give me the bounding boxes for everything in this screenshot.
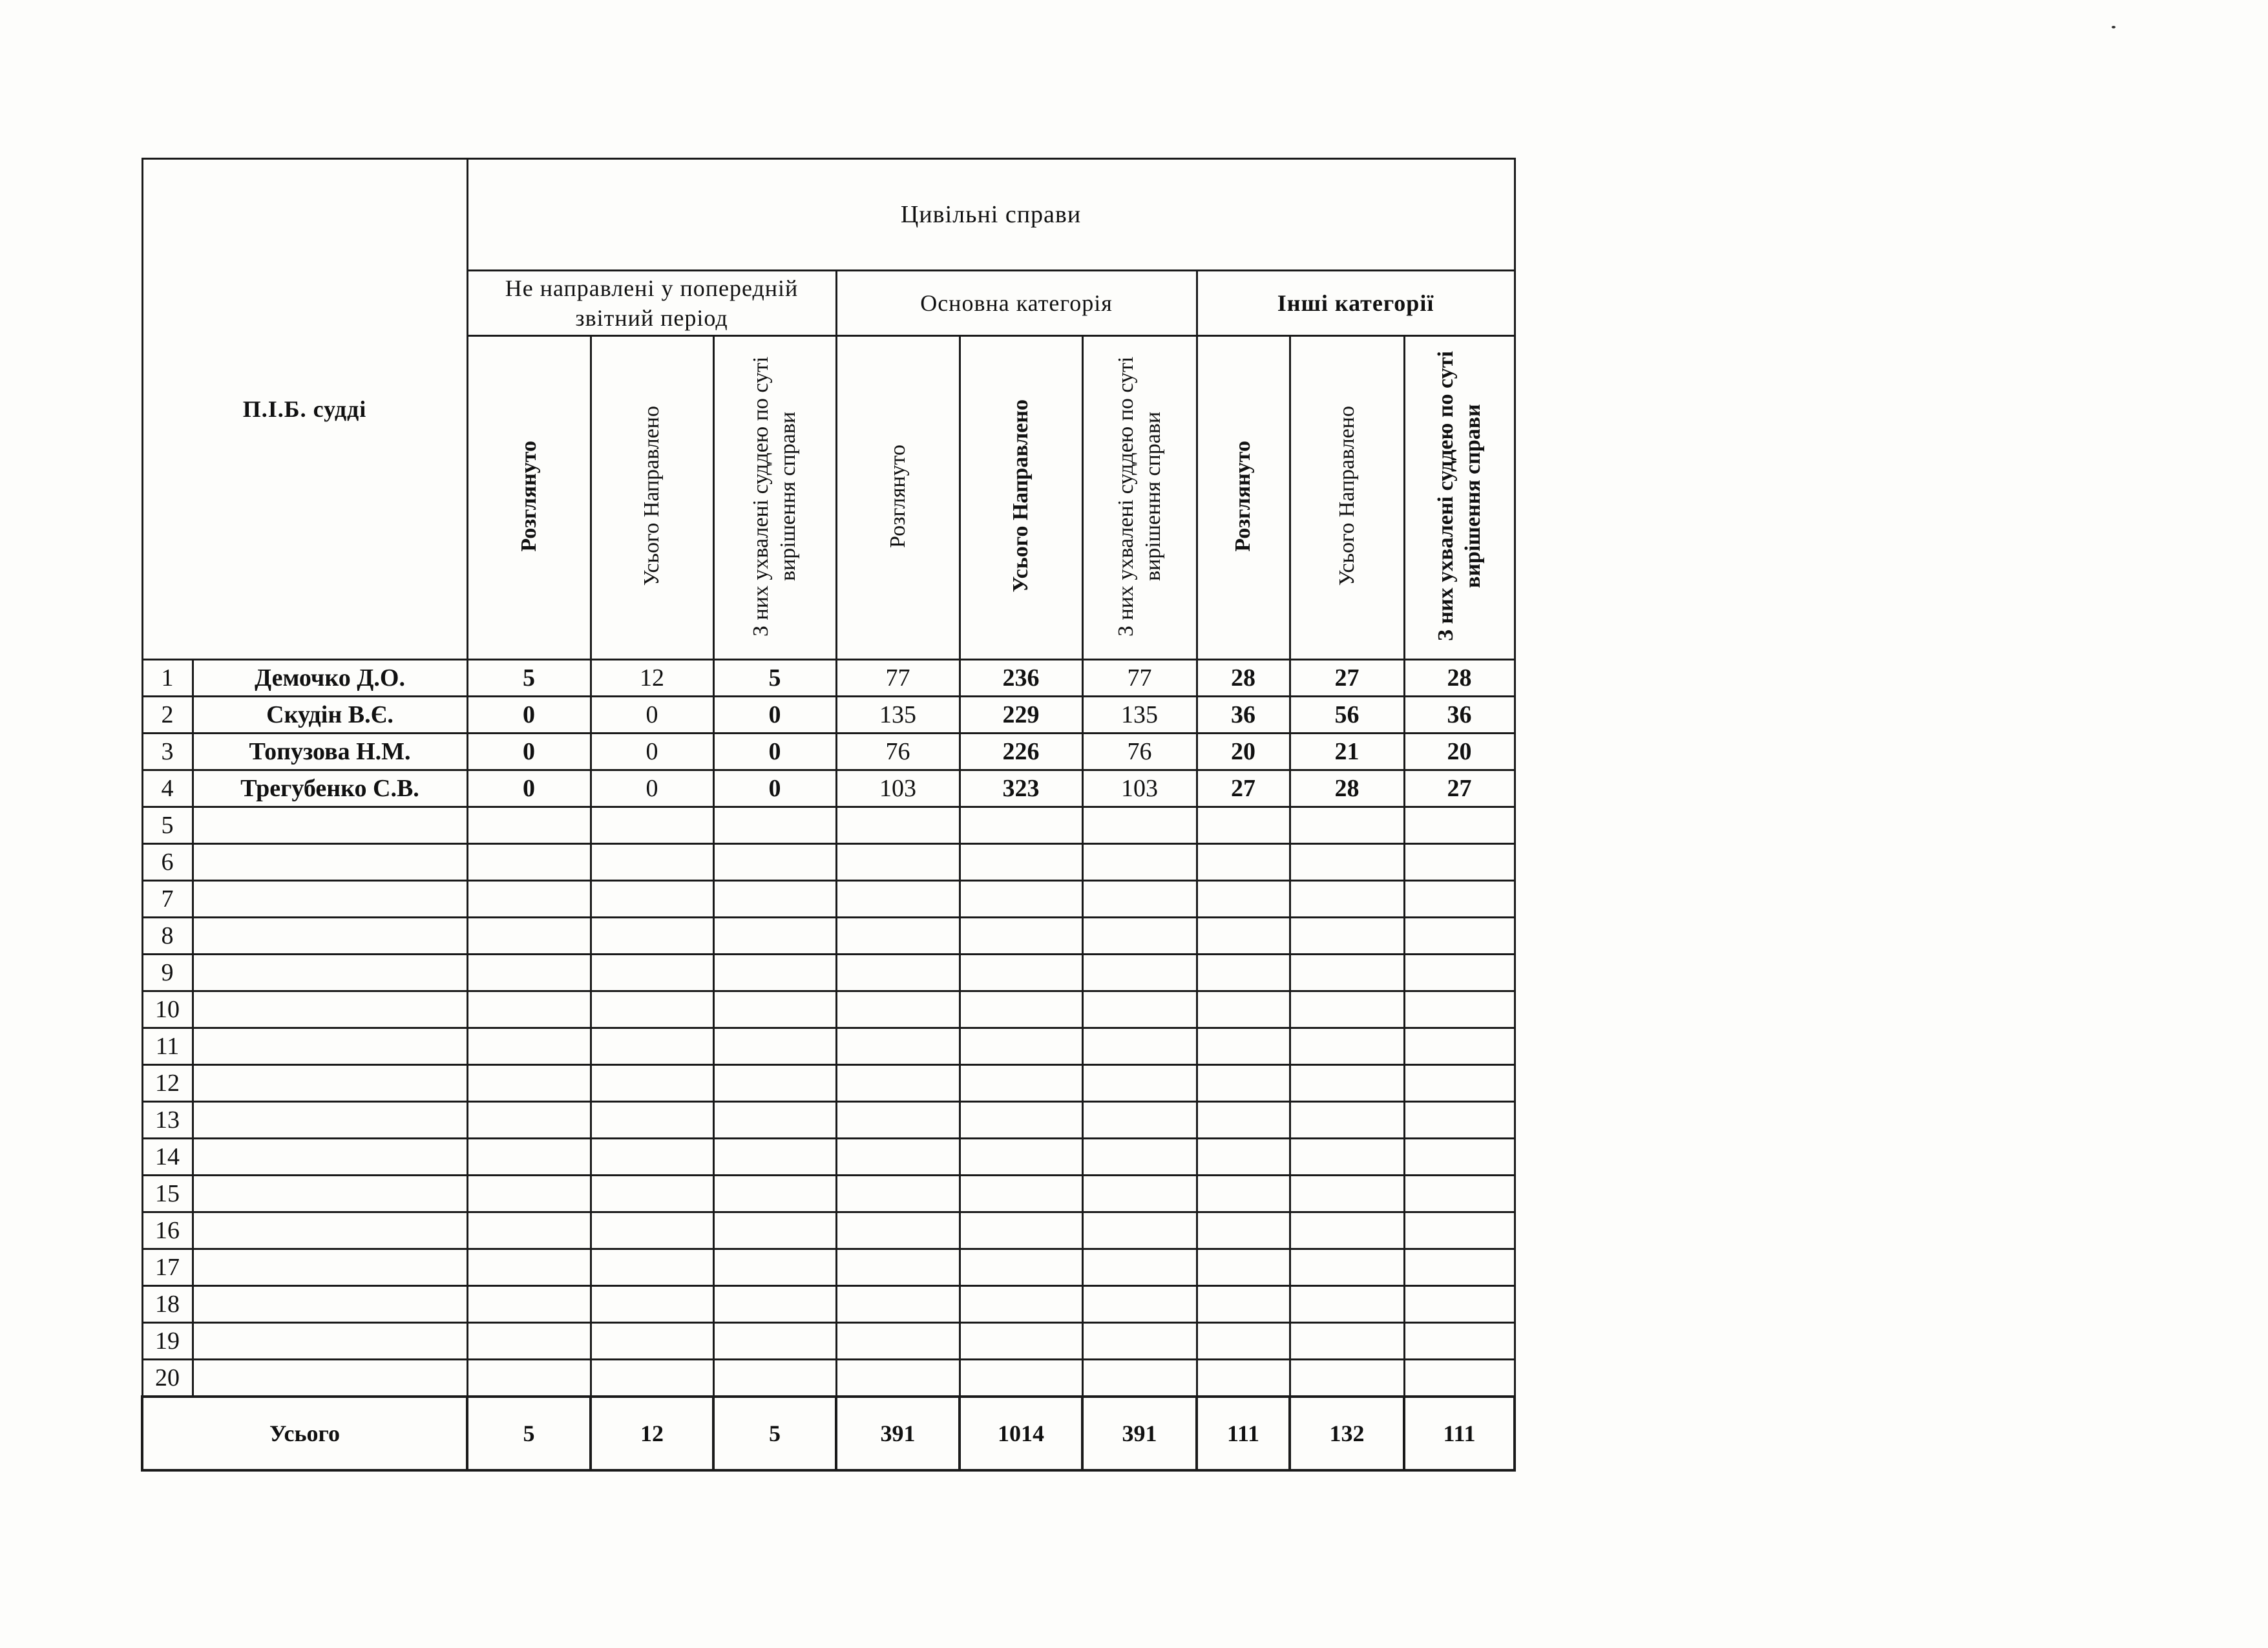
value-cell (1082, 1139, 1197, 1176)
value-cell (467, 918, 591, 955)
value-cell (591, 807, 713, 844)
value-cell (1290, 1176, 1404, 1212)
value-cell: 226 (960, 734, 1082, 770)
value-cell (1404, 807, 1515, 844)
row-number: 8 (142, 918, 193, 955)
judge-name-cell (193, 1028, 467, 1065)
total-value-cell: 391 (836, 1397, 960, 1470)
value-cell (836, 1176, 960, 1212)
value-cell (1404, 1249, 1515, 1286)
value-cell (591, 1102, 713, 1139)
value-cell (960, 1139, 1082, 1176)
value-cell (467, 881, 591, 918)
value-cell (836, 955, 960, 991)
value-cell (1082, 1065, 1197, 1102)
value-cell (1082, 1176, 1197, 1212)
value-cell (467, 1139, 591, 1176)
value-cell (960, 807, 1082, 844)
row-number: 3 (142, 734, 193, 770)
value-cell: 28 (1404, 660, 1515, 697)
table-row (142, 1286, 1515, 1323)
value-cell (1082, 1323, 1197, 1360)
value-cell (1404, 1102, 1515, 1139)
value-cell (591, 991, 713, 1028)
value-cell (1290, 881, 1404, 918)
value-cell (1082, 955, 1197, 991)
value-cell (591, 1028, 713, 1065)
value-cell (836, 1286, 960, 1323)
group-header-other-categories: Інші категорії (1197, 271, 1515, 336)
value-cell: 5 (467, 660, 591, 697)
row-number: 17 (142, 1249, 193, 1286)
value-cell: 0 (713, 734, 836, 770)
subheader-label: З них ухвалені суддею по суті вирішення справи (1433, 351, 1485, 641)
judge-name-cell (193, 955, 467, 991)
value-cell (713, 1360, 836, 1397)
total-row (142, 1397, 1515, 1470)
total-value-cell: 1014 (960, 1397, 1082, 1470)
value-cell (1082, 881, 1197, 918)
value-cell (713, 1028, 836, 1065)
value-cell (1404, 1323, 1515, 1360)
value-cell (591, 1212, 713, 1249)
subheader-col-3 (713, 336, 836, 660)
judge-name-cell (193, 1176, 467, 1212)
judge-name-cell (193, 1323, 467, 1360)
table-row (142, 1323, 1515, 1360)
table-row (142, 807, 1515, 844)
row-number: 2 (142, 697, 193, 734)
value-cell (1290, 807, 1404, 844)
subheader-col-6 (1082, 336, 1197, 660)
value-cell: 77 (1082, 660, 1197, 697)
judge-name-cell (193, 1102, 467, 1139)
value-cell (1197, 991, 1290, 1028)
subheader-label: З них ухвалені суддею по суті вирішення справи (1113, 355, 1165, 637)
value-cell (1404, 1028, 1515, 1065)
row-number: 11 (142, 1028, 193, 1065)
value-cell (1404, 918, 1515, 955)
table-row (142, 770, 1515, 807)
value-cell (1290, 844, 1404, 881)
value-cell (1290, 1028, 1404, 1065)
value-cell (1404, 1212, 1515, 1249)
judge-name-cell (193, 844, 467, 881)
value-cell (836, 918, 960, 955)
value-cell (467, 1360, 591, 1397)
subheader-label: Розглянуто (885, 444, 910, 548)
judge-name-cell (193, 1065, 467, 1102)
value-cell (1197, 1028, 1290, 1065)
row-number: 19 (142, 1323, 193, 1360)
value-cell (1197, 844, 1290, 881)
judge-name-cell (193, 1212, 467, 1249)
value-cell (960, 844, 1082, 881)
value-cell (836, 1028, 960, 1065)
row-number: 20 (142, 1360, 193, 1397)
value-cell (1290, 918, 1404, 955)
judge-name-cell (193, 1249, 467, 1286)
total-value-cell: 111 (1404, 1397, 1515, 1470)
value-cell (591, 844, 713, 881)
value-cell (1290, 1212, 1404, 1249)
value-cell (836, 1102, 960, 1139)
scan-speck (2112, 26, 2116, 28)
judge-name-cell (193, 1360, 467, 1397)
value-cell (713, 1212, 836, 1249)
table-row (142, 1212, 1515, 1249)
value-cell (467, 1286, 591, 1323)
value-cell: 135 (1082, 697, 1197, 734)
value-cell: 76 (836, 734, 960, 770)
value-cell (591, 1065, 713, 1102)
value-cell (1082, 1249, 1197, 1286)
value-cell (1290, 955, 1404, 991)
value-cell (1404, 844, 1515, 881)
value-cell: 27 (1197, 770, 1290, 807)
subheader-col-5 (960, 336, 1082, 660)
value-cell (1404, 1176, 1515, 1212)
value-cell (1197, 1323, 1290, 1360)
value-cell: 28 (1197, 660, 1290, 697)
value-cell (591, 881, 713, 918)
row-number: 16 (142, 1212, 193, 1249)
court-statistics-document (141, 158, 1513, 1472)
judge-name-cell: Трегубенко С.В. (193, 770, 467, 807)
judge-name-cell: Топузова Н.М. (193, 734, 467, 770)
value-cell: 76 (1082, 734, 1197, 770)
value-cell (960, 1249, 1082, 1286)
value-cell (960, 955, 1082, 991)
value-cell (1197, 807, 1290, 844)
row-number: 10 (142, 991, 193, 1028)
value-cell: 103 (1082, 770, 1197, 807)
table-row (142, 697, 1515, 734)
value-cell (467, 991, 591, 1028)
value-cell (836, 1065, 960, 1102)
value-cell (467, 1065, 591, 1102)
value-cell: 36 (1404, 697, 1515, 734)
value-cell: 135 (836, 697, 960, 734)
group-header-not-referred: Не направлені у попередній звітний період (467, 271, 836, 336)
value-cell (1197, 1249, 1290, 1286)
row-number: 9 (142, 955, 193, 991)
value-cell (836, 1212, 960, 1249)
value-cell (960, 881, 1082, 918)
value-cell (1290, 1065, 1404, 1102)
value-cell (1082, 918, 1197, 955)
value-cell: 12 (591, 660, 713, 697)
value-cell (467, 955, 591, 991)
value-cell (591, 1249, 713, 1286)
table-row (142, 1028, 1515, 1065)
judge-name-cell (193, 918, 467, 955)
row-number: 7 (142, 881, 193, 918)
subheader-label: Розглянуто (516, 440, 541, 552)
row-number: 18 (142, 1286, 193, 1323)
value-cell (467, 844, 591, 881)
value-cell (591, 1176, 713, 1212)
value-cell (1197, 1286, 1290, 1323)
value-cell (591, 1323, 713, 1360)
judge-name-cell (193, 881, 467, 918)
total-label: Усього (142, 1397, 467, 1470)
value-cell (1197, 1102, 1290, 1139)
value-cell (1290, 1249, 1404, 1286)
table-row (142, 1065, 1515, 1102)
civil-cases-header: Цивільні справи (467, 159, 1515, 271)
subheader-col-7 (1197, 336, 1290, 660)
value-cell (836, 1323, 960, 1360)
row-number: 4 (142, 770, 193, 807)
table-row (142, 955, 1515, 991)
value-cell (713, 1323, 836, 1360)
value-cell (713, 1176, 836, 1212)
subheader-label: Усього Направлено (640, 406, 664, 586)
value-cell: 0 (467, 697, 591, 734)
value-cell (467, 1176, 591, 1212)
subheader-col-2 (591, 336, 713, 660)
value-cell (1197, 881, 1290, 918)
value-cell: 0 (591, 770, 713, 807)
row-number: 12 (142, 1065, 193, 1102)
judge-name-header: П.І.Б. судді (142, 159, 467, 660)
table-row (142, 660, 1515, 697)
value-cell: 20 (1404, 734, 1515, 770)
value-cell (713, 1102, 836, 1139)
value-cell (713, 807, 836, 844)
value-cell (960, 1102, 1082, 1139)
value-cell (713, 918, 836, 955)
value-cell: 27 (1404, 770, 1515, 807)
value-cell (836, 1139, 960, 1176)
value-cell (1082, 1286, 1197, 1323)
group-header-main-category: Основна категорія (836, 271, 1197, 336)
value-cell: 103 (836, 770, 960, 807)
subheader-col-1 (467, 336, 591, 660)
value-cell (836, 1360, 960, 1397)
value-cell (836, 1249, 960, 1286)
subheader-label: Розглянуто (1231, 440, 1255, 552)
value-cell: 236 (960, 660, 1082, 697)
value-cell: 56 (1290, 697, 1404, 734)
civil-cases-table (141, 158, 1516, 1472)
value-cell (1290, 1323, 1404, 1360)
table-row (142, 1249, 1515, 1286)
judge-name-cell (193, 1139, 467, 1176)
value-cell (1197, 918, 1290, 955)
table-row (142, 991, 1515, 1028)
row-number: 13 (142, 1102, 193, 1139)
value-cell: 323 (960, 770, 1082, 807)
subheader-label: З них ухвалені суддею по суті вирішення справи (749, 355, 801, 637)
total-value-cell: 111 (1197, 1397, 1290, 1470)
value-cell (1404, 991, 1515, 1028)
row-number: 1 (142, 660, 193, 697)
value-cell (591, 918, 713, 955)
total-value-cell: 5 (467, 1397, 591, 1470)
value-cell: 28 (1290, 770, 1404, 807)
subheader-col-4 (836, 336, 960, 660)
table-row (142, 1360, 1515, 1397)
value-cell: 0 (467, 734, 591, 770)
value-cell (1404, 1065, 1515, 1102)
value-cell (1082, 1102, 1197, 1139)
value-cell (1082, 844, 1197, 881)
row-number: 14 (142, 1139, 193, 1176)
judge-name-cell: Демочко Д.О. (193, 660, 467, 697)
value-cell: 0 (591, 697, 713, 734)
value-cell (713, 955, 836, 991)
value-cell (713, 844, 836, 881)
total-value-cell: 132 (1290, 1397, 1404, 1470)
value-cell (1404, 1360, 1515, 1397)
value-cell: 229 (960, 697, 1082, 734)
value-cell (467, 1249, 591, 1286)
value-cell: 0 (713, 770, 836, 807)
value-cell (1197, 955, 1290, 991)
value-cell (1404, 1139, 1515, 1176)
row-number: 5 (142, 807, 193, 844)
value-cell (591, 1286, 713, 1323)
value-cell (467, 807, 591, 844)
value-cell (1197, 1360, 1290, 1397)
value-cell (960, 1360, 1082, 1397)
row-number: 15 (142, 1176, 193, 1212)
value-cell (960, 1286, 1082, 1323)
judge-name-cell: Скудін В.Є. (193, 697, 467, 734)
table-row (142, 1102, 1515, 1139)
subheader-col-9 (1404, 336, 1515, 660)
table-row (142, 734, 1515, 770)
value-cell (467, 1212, 591, 1249)
value-cell (1404, 955, 1515, 991)
value-cell (1197, 1139, 1290, 1176)
value-cell (1082, 807, 1197, 844)
value-cell (960, 1176, 1082, 1212)
value-cell (713, 881, 836, 918)
value-cell (1197, 1176, 1290, 1212)
judge-name-cell (193, 807, 467, 844)
value-cell: 5 (713, 660, 836, 697)
value-cell (836, 881, 960, 918)
value-cell (1290, 1102, 1404, 1139)
value-cell (713, 991, 836, 1028)
value-cell: 27 (1290, 660, 1404, 697)
total-value-cell: 391 (1082, 1397, 1197, 1470)
row-number: 6 (142, 844, 193, 881)
value-cell (1290, 1286, 1404, 1323)
table-row (142, 918, 1515, 955)
table-row (142, 1176, 1515, 1212)
value-cell (1197, 1065, 1290, 1102)
value-cell (960, 1028, 1082, 1065)
value-cell (960, 1323, 1082, 1360)
value-cell (713, 1065, 836, 1102)
value-cell (960, 991, 1082, 1028)
table-row (142, 881, 1515, 918)
value-cell: 0 (467, 770, 591, 807)
table-row (142, 844, 1515, 881)
value-cell (836, 844, 960, 881)
value-cell (1290, 1360, 1404, 1397)
value-cell: 0 (591, 734, 713, 770)
value-cell (1290, 1139, 1404, 1176)
value-cell: 77 (836, 660, 960, 697)
value-cell (1082, 1028, 1197, 1065)
value-cell (1082, 1212, 1197, 1249)
value-cell (591, 955, 713, 991)
value-cell (960, 1065, 1082, 1102)
value-cell: 20 (1197, 734, 1290, 770)
value-cell (1082, 991, 1197, 1028)
total-value-cell: 12 (591, 1397, 713, 1470)
value-cell (467, 1102, 591, 1139)
value-cell: 0 (713, 697, 836, 734)
subheader-col-8 (1290, 336, 1404, 660)
value-cell (1197, 1212, 1290, 1249)
judge-name-cell (193, 1286, 467, 1323)
value-cell (960, 1212, 1082, 1249)
total-value-cell: 5 (713, 1397, 836, 1470)
value-cell (591, 1360, 713, 1397)
value-cell (713, 1139, 836, 1176)
value-cell (591, 1139, 713, 1176)
subheader-label: Усього Направлено (1009, 399, 1033, 593)
judge-name-cell (193, 991, 467, 1028)
value-cell (836, 807, 960, 844)
value-cell: 36 (1197, 697, 1290, 734)
value-cell (1290, 991, 1404, 1028)
value-cell (713, 1286, 836, 1323)
value-cell (467, 1323, 591, 1360)
value-cell (713, 1249, 836, 1286)
value-cell (836, 991, 960, 1028)
value-cell: 21 (1290, 734, 1404, 770)
value-cell (1404, 881, 1515, 918)
value-cell (960, 918, 1082, 955)
table-row (142, 1139, 1515, 1176)
value-cell (1082, 1360, 1197, 1397)
value-cell (467, 1028, 591, 1065)
value-cell (1404, 1286, 1515, 1323)
subheader-label: Усього Направлено (1334, 406, 1359, 586)
